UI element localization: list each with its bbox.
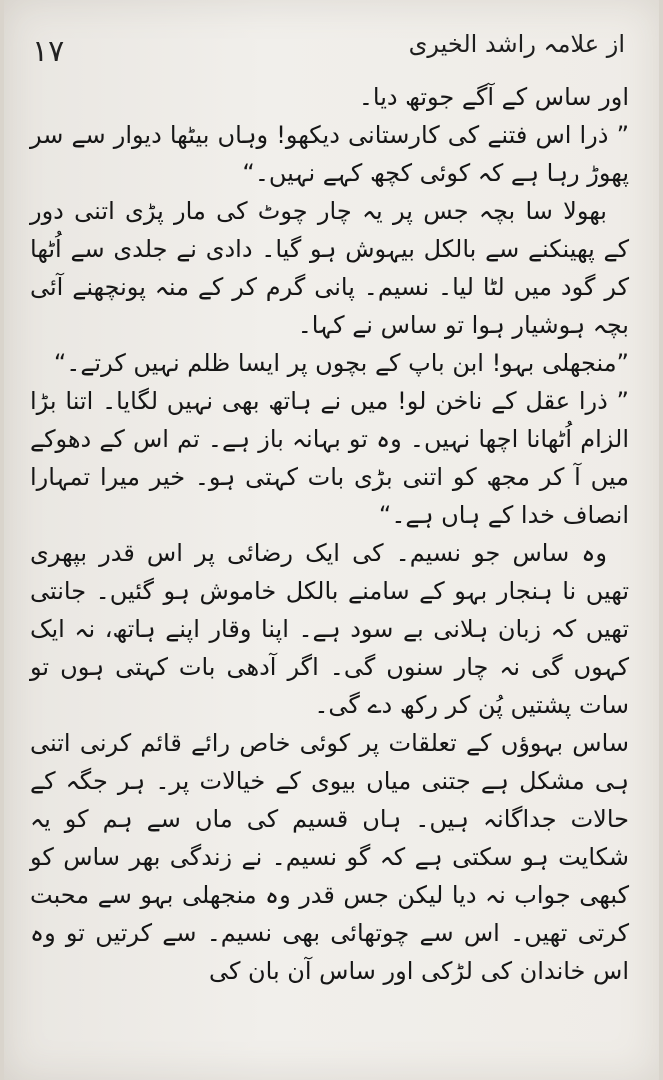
page-number: ۱۷ bbox=[32, 34, 65, 69]
paragraph: ساس بہوؤں کے تعلقات پر کوئی خاص رائے قائم کرنی اتنی ہی مشکل ہے جتنی میاں بیوی کے خیالات پر۔ ہر جگہ کے حالات جداگانہ ہیں۔ ہاں قسیم کی ماں سے ہم کو یہ شکایت ہو سکتی ہے کہ گو نسیم۔ نے زندگی بھر ساس کو کبھی جواب نہ دیا لیکن جس قدر وہ منجھلی بہو سے محبت کرتی تھیں۔ اس سے چوتھائی بھی نسیم۔ سے کرتیں تو وہ اس خاندان کی لڑکی اور ساس آن بان کی bbox=[30, 729, 629, 985]
paragraph: ”منجھلی بہو! ابن باپ کے بچوں پر ایسا ظلم نہیں کرتے۔“ bbox=[53, 349, 629, 377]
paragraph: ” ذرا اس فتنے کی کارستانی دیکھو! وہاں بیٹھا دیوار سے سر پھوڑ رہا ہے کہ کوئی کچھ کہے نہیں۔“ bbox=[30, 121, 629, 187]
paragraph: اور ساس کے آگے جوتھ دیا۔ bbox=[358, 83, 629, 111]
paragraph: بھولا سا بچہ جس پر یہ چار چوٹ کی مار پڑی اتنی دور کے پھینکنے سے بالکل بیہوش ہو گیا۔ دادی نے جلدی سے اُٹھا کر گود میں لٹا لیا۔ نسیم۔ پانی گرم کر کے منہ پونچھنے آئی بچہ ہوشیار ہوا تو ساس نے کہا۔ bbox=[30, 197, 629, 339]
running-header: از علامہ راشد الخیری bbox=[408, 30, 625, 58]
paragraph: وہ ساس جو نسیم۔ کی ایک رضائی پر اس قدر بپھری تھیں نا ہنجار بہو کے سامنے بالکل خاموش ہو گئیں۔ جانتی تھیں کہ زبان ہلانی بے سود ہے۔ اپنا وقار اپنے ہاتھ، نہ ایک کہوں گی نہ چار سنوں گی۔ اگر آدھی بات کہتی ہوں تو سات پشتیں پُن کر رکھ دے گی۔ bbox=[30, 539, 630, 719]
paragraph: ” ذرا عقل کے ناخن لو! میں نے ہاتھ بھی نہیں لگایا۔ اتنا بڑا الزام اُٹھانا اچھا نہیں۔ وہ تو بہانہ باز ہے۔ تم اس کے دھوکے میں آ کر مجھ کو اتنی بڑی بات کہتی ہو۔ خیر میرا تمہارا انصاف خدا کے ہاں ہے۔“ bbox=[30, 387, 629, 529]
page-body bbox=[30, 78, 629, 990]
book-page bbox=[4, 0, 659, 1080]
